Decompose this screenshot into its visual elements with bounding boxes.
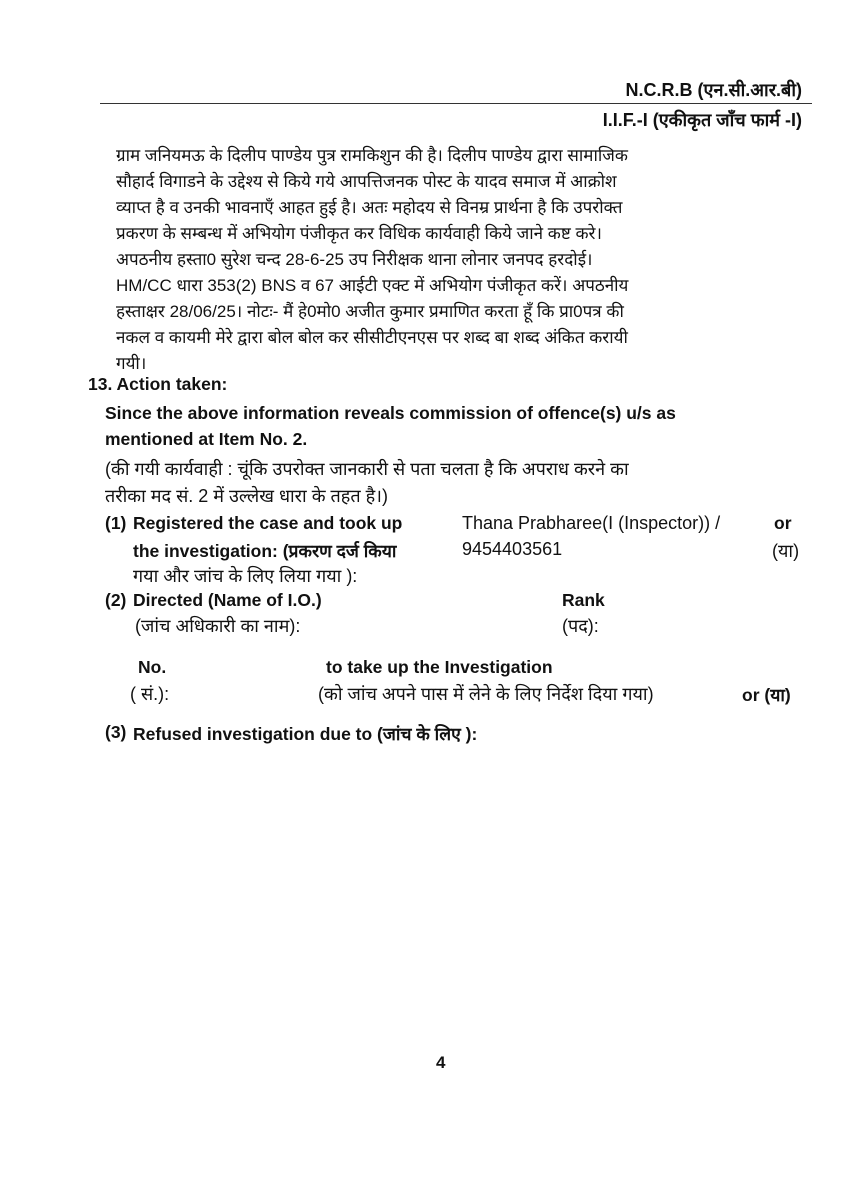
paragraph-line: गयी।	[116, 354, 147, 373]
item-2-label: Directed (Name of I.O.)	[133, 590, 322, 610]
item-1-phone: 9454403561	[462, 539, 563, 559]
item-3-number: (3)	[105, 722, 127, 742]
item-2-no-hindi: ( सं.):	[130, 684, 170, 704]
item-1-label-line-1: Registered the case and took up	[133, 513, 403, 533]
header-divider	[100, 103, 812, 104]
section-13-title: 13. Action taken:	[88, 374, 228, 394]
paragraph-line: हस्ताक्षर 28/06/25। नोटः- मैं हे0मो0 अजीत कुमार प्रमाणित करता हूँ कि प्रा0पत्र की	[116, 302, 624, 321]
paragraph-line: HM/CC धारा 353(2) BNS व 67 आईटी एक्ट में अभियोग पंजीकृत करें। अपठनीय	[116, 276, 629, 295]
paragraph-line: अपठनीय हस्ता0 सुरेश चन्द 28-6-25 उप निरीक्षक थाना लोनार जनपद हरदोई।	[116, 250, 593, 269]
item-2-take-up-hindi: (को जांच अपने पास में लेने के लिए निर्देश दिया गया)	[318, 684, 654, 704]
paragraph-line: सौहार्द विगाडने के उद्देश्य से किये गये आपत्तिजनक पोस्ट के यादव समाज में आक्रोश	[116, 172, 617, 191]
item-1-or-hindi: (या)	[772, 541, 800, 561]
item-2-take-up: to take up the Investigation	[326, 657, 553, 677]
paragraph-line: नकल व कायमी मेरे द्वारा बोल बोल कर सीसीटीएनएस पर शब्द बा शब्द अंकित करायी	[116, 328, 628, 347]
item-2-rank: Rank	[562, 590, 605, 610]
item-2-no: No.	[138, 657, 167, 677]
item-2-label-hindi: (जांच अधिकारी का नाम):	[135, 616, 301, 636]
ncrb-heading: N.C.R.B (एन.सी.आर.बी)	[625, 80, 802, 100]
complaint-paragraph	[116, 143, 628, 377]
item-2-or: or (या)	[742, 685, 791, 705]
paragraph-line: व्याप्त है व उनकी भावनाएँ आहत हुई है। अतः महोदय से विनम्र प्रार्थना है कि उपरोक्त	[116, 198, 623, 217]
action-hindi-line-1: (की गयी कार्यवाही : चूंकि उपरोक्त जानकारी से पता चलता है कि अपराध करने का	[105, 459, 629, 479]
item-2-number: (2)	[105, 590, 127, 610]
form-heading: I.I.F.-I (एकीकृत जाँच फार्म -I)	[602, 110, 802, 130]
paragraph-line: ग्राम जनियमऊ के दिलीप पाण्डेय पुत्र रामकिशुन की है। दिलीप पाण्डेय द्वारा सामाजिक	[116, 146, 628, 165]
since-line-2: mentioned at Item No. 2.	[105, 429, 308, 449]
item-3-label: Refused investigation due to (जांच के लिए ):	[133, 724, 478, 744]
item-1-or: or	[774, 513, 792, 533]
page-number: 4	[436, 1053, 446, 1072]
action-hindi-line-2: तरीका मद सं. 2 में उल्लेख धारा के तहत है।)	[105, 486, 388, 506]
item-1-label-line-2: the investigation: (प्रकरण दर्ज किया	[133, 541, 397, 561]
item-1-officer: Thana Prabharee(I (Inspector)) /	[462, 513, 721, 533]
item-1-label-line-3: गया और जांच के लिए लिया गया ):	[133, 566, 358, 586]
since-line-1: Since the above information reveals commission of offence(s) u/s as	[105, 403, 676, 423]
paragraph-line: प्रकरण के सम्बन्ध में अभियोग पंजीकृत कर विधिक कार्यवाही किये जाने कष्ट करे।	[116, 224, 602, 243]
item-1-number: (1)	[105, 513, 127, 533]
item-2-rank-hindi: (पद):	[562, 616, 599, 636]
